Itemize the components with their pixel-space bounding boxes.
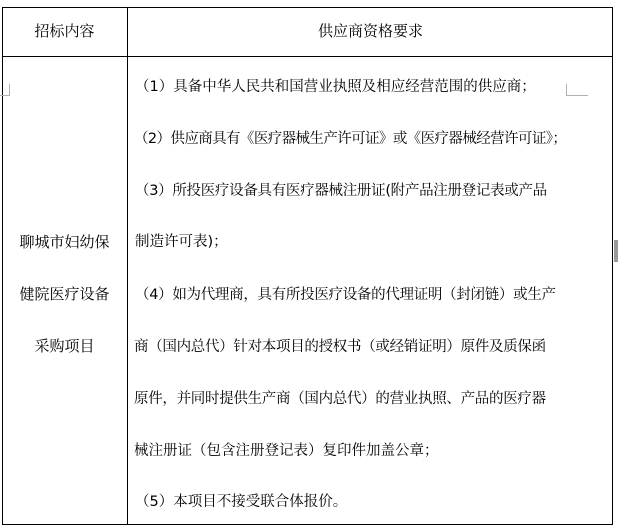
- requirement-line: 械注册证（包含注册登记表）复印件加盖公章；: [134, 443, 439, 459]
- margin-mark-left-h: [0, 95, 10, 96]
- project-name-line: 健院医疗设备: [19, 285, 110, 303]
- requirement-line: 制造许可表)；: [135, 234, 228, 250]
- scrollbar-mark[interactable]: [614, 240, 618, 262]
- requirement-line: 商（国内总代）针对本项目的授权书（或经销证明）原件及质保函: [134, 339, 546, 355]
- requirement-line: （2）供应商具有《医疗器械生产许可证》或《医疗器械经营许可证》；: [134, 131, 567, 147]
- requirement-line: （1）具备中华人民共和国营业执照及相应经营范围的供应商；: [135, 79, 536, 95]
- requirement-line: （3）所投医疗设备具有医疗器械注册证(附产品注册登记表或产品: [135, 183, 547, 199]
- requirement-line: （5）本项目不接受联合体报价。: [135, 494, 348, 510]
- requirement-line: 原件，并同时提供生产商（国内总代）的营业执照、产品的医疗器: [134, 391, 546, 407]
- project-name-cell: [2, 216, 127, 372]
- header-bid-content: 招标内容: [34, 22, 95, 40]
- header-supplier-requirements: 供应商资格要求: [317, 22, 423, 40]
- project-name-line: 聊城市妇幼保: [19, 233, 110, 251]
- column-divider: [127, 7, 128, 525]
- table-right-border: [612, 7, 613, 525]
- requirements-cell: [135, 0, 609, 531]
- requirement-line: （4）如为代理商，具有所投医疗设备的代理证明（封闭链）或生产: [135, 287, 556, 303]
- project-name-line: 采购项目: [34, 337, 95, 355]
